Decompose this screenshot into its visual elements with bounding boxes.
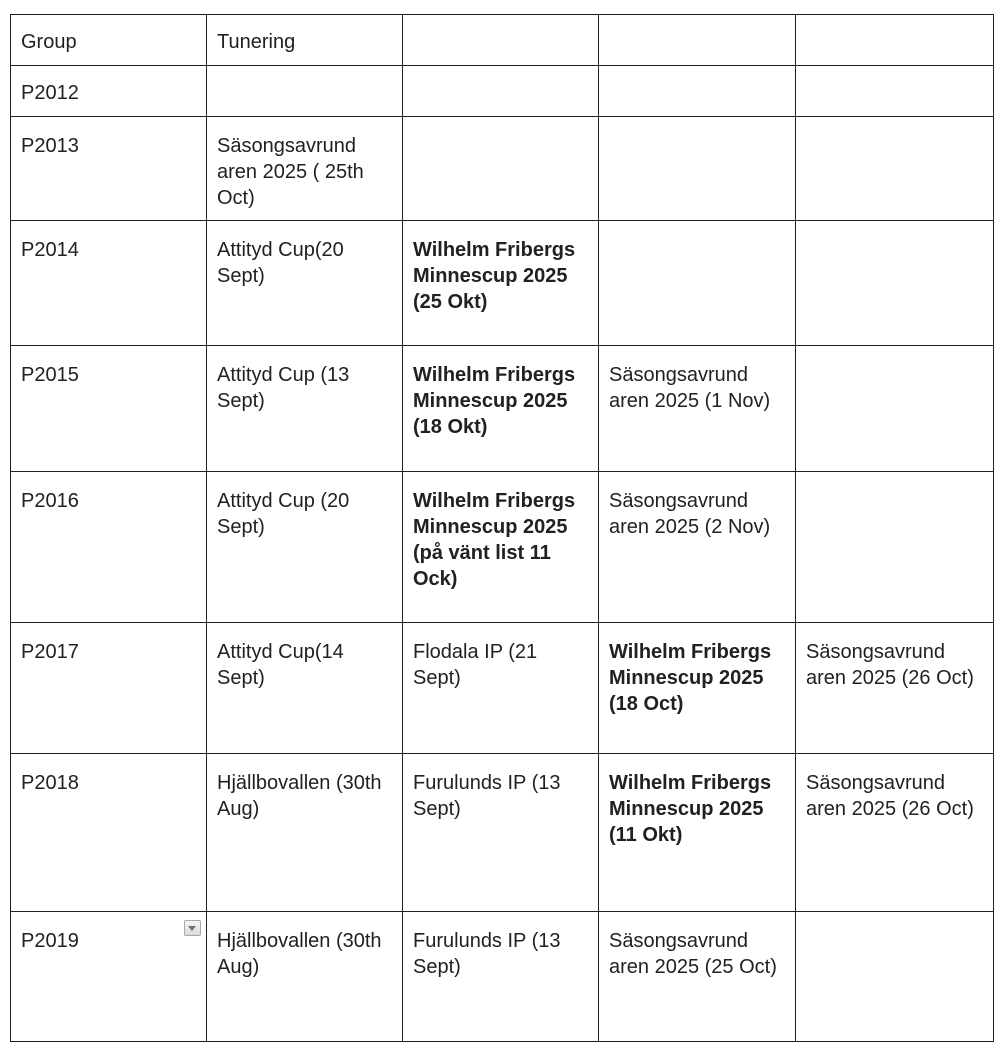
table-cell[interactable] xyxy=(599,15,796,66)
table-cell[interactable] xyxy=(599,221,796,346)
table-cell[interactable] xyxy=(11,912,207,1042)
table-cell[interactable] xyxy=(796,912,994,1042)
cell-text: Säsongsavrund aren 2025 (2 Nov) xyxy=(609,490,771,538)
table-cell[interactable] xyxy=(599,754,796,912)
table-cell[interactable] xyxy=(403,623,599,754)
cell-text: P2019 xyxy=(21,930,79,952)
table-cell[interactable] xyxy=(403,221,599,346)
table-row xyxy=(11,66,994,117)
table-cell[interactable] xyxy=(11,754,207,912)
table-row xyxy=(11,472,994,623)
cell-text: P2018 xyxy=(21,772,79,794)
table-cell[interactable] xyxy=(599,912,796,1042)
cell-text: Wilhelm Fribergs Minnescup 2025 (18 Oct) xyxy=(609,641,772,715)
cell-text: Säsongsavrund aren 2025 (1 Nov) xyxy=(609,364,771,412)
table-cell[interactable] xyxy=(403,754,599,912)
table-cell[interactable] xyxy=(403,66,599,117)
table-row xyxy=(11,912,994,1042)
table-cell[interactable] xyxy=(207,346,403,472)
table-cell[interactable] xyxy=(403,472,599,623)
table-cell[interactable] xyxy=(11,15,207,66)
cell-text: P2017 xyxy=(21,641,79,663)
table-row xyxy=(11,754,994,912)
table-cell[interactable] xyxy=(599,472,796,623)
chevron-down-icon[interactable] xyxy=(184,920,201,936)
cell-text: Wilhelm Fribergs Minnescup 2025 (11 Okt) xyxy=(609,772,772,846)
table-cell[interactable] xyxy=(207,912,403,1042)
table-row xyxy=(11,221,994,346)
cell-text: Säsongsavrund aren 2025 (25 Oct) xyxy=(609,930,777,978)
table-cell[interactable] xyxy=(207,117,403,221)
cell-text: Säsongsavrund aren 2025 (26 Oct) xyxy=(806,641,974,689)
table-cell[interactable] xyxy=(403,346,599,472)
cell-text: P2014 xyxy=(21,239,79,261)
table-cell[interactable] xyxy=(796,117,994,221)
cell-text: Hjällbovallen (30th Aug) xyxy=(217,772,382,820)
table-cell[interactable] xyxy=(599,66,796,117)
cell-text: Wilhelm Fribergs Minnescup 2025 (på vänt list 11 Ock) xyxy=(413,490,576,590)
table-row-header xyxy=(11,15,994,66)
table-cell[interactable] xyxy=(796,754,994,912)
table-cell[interactable] xyxy=(11,221,207,346)
table-cell[interactable] xyxy=(207,754,403,912)
table-cell[interactable] xyxy=(207,623,403,754)
cell-text: Wilhelm Fribergs Minnescup 2025 (18 Okt) xyxy=(413,364,576,438)
table-cell[interactable] xyxy=(796,66,994,117)
cell-text: P2015 xyxy=(21,364,79,386)
table-cell[interactable] xyxy=(796,472,994,623)
table-cell[interactable] xyxy=(796,15,994,66)
table-cell[interactable] xyxy=(207,221,403,346)
table-cell[interactable] xyxy=(796,623,994,754)
cell-text: P2016 xyxy=(21,490,79,512)
cell-text: Säsongsavrund aren 2025 ( 25th Oct) xyxy=(217,135,364,209)
cell-text: Tunering xyxy=(217,31,296,53)
table-cell[interactable] xyxy=(11,346,207,472)
table-row xyxy=(11,623,994,754)
cell-text: Furulunds IP (13 Sept) xyxy=(413,772,561,820)
table-cell[interactable] xyxy=(207,15,403,66)
table-cell[interactable] xyxy=(403,912,599,1042)
cell-text: Wilhelm Fribergs Minnescup 2025 (25 Okt) xyxy=(413,239,576,313)
cell-text: Flodala IP (21 Sept) xyxy=(413,641,538,689)
table-cell[interactable] xyxy=(207,472,403,623)
cell-text: Attityd Cup (13 Sept) xyxy=(217,364,350,412)
cell-text: Attityd Cup(20 Sept) xyxy=(217,239,344,287)
table-cell[interactable] xyxy=(11,66,207,117)
table-cell[interactable] xyxy=(207,66,403,117)
table-cell[interactable] xyxy=(11,472,207,623)
cell-text: P2013 xyxy=(21,135,79,157)
table-row xyxy=(11,117,994,221)
table-cell[interactable] xyxy=(796,221,994,346)
table-cell[interactable] xyxy=(11,117,207,221)
cell-text: Hjällbovallen (30th Aug) xyxy=(217,930,382,978)
table-cell[interactable] xyxy=(599,117,796,221)
table-cell[interactable] xyxy=(796,346,994,472)
table-row xyxy=(11,346,994,472)
table-cell[interactable] xyxy=(403,15,599,66)
table-cell[interactable] xyxy=(599,346,796,472)
table-cell[interactable] xyxy=(599,623,796,754)
table-cell[interactable] xyxy=(403,117,599,221)
cell-text: Furulunds IP (13 Sept) xyxy=(413,930,561,978)
cell-text: Säsongsavrund aren 2025 (26 Oct) xyxy=(806,772,974,820)
table-cell[interactable] xyxy=(11,623,207,754)
tournament-table xyxy=(10,14,994,1042)
cell-text: Attityd Cup(14 Sept) xyxy=(217,641,344,689)
cell-text: Group xyxy=(21,31,77,53)
cell-text: P2012 xyxy=(21,82,79,104)
cell-text: Attityd Cup (20 Sept) xyxy=(217,490,350,538)
